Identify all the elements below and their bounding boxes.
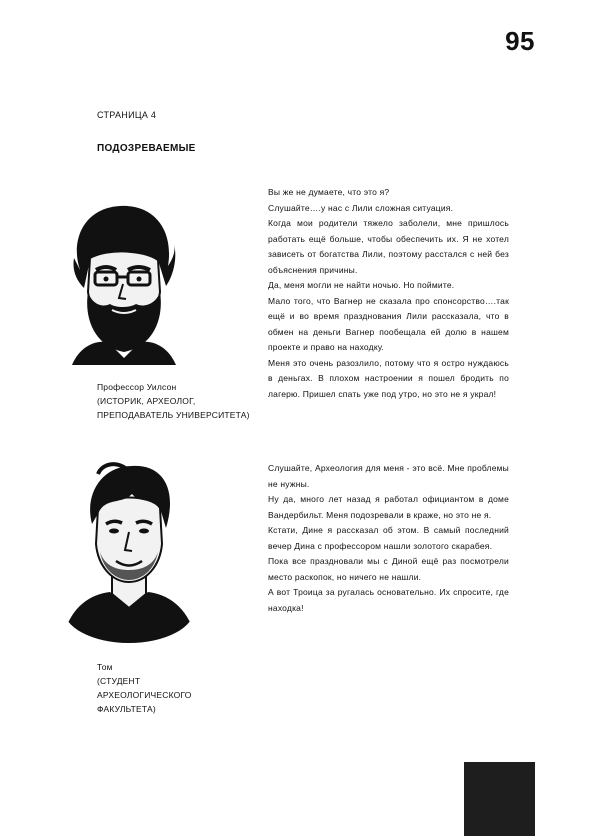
suspect-role: (ИСТОРИК, АРХЕОЛОГ, [97, 396, 196, 406]
suspect-role: АРХЕОЛОГИЧЕСКОГО [97, 690, 192, 700]
tom-statement [268, 461, 509, 616]
statement-paragraph: Слушайте….у нас с Лили сложная ситуация. [268, 202, 454, 213]
suspect-name: Том [97, 662, 113, 672]
statement-paragraph: Вы же не думаете, что это я? [268, 187, 390, 197]
statement-paragraph: Пока все праздновали мы с Диной ещё раз посмотрели место раскопок, но ничего не нашли. [268, 556, 509, 582]
professor-wilson-portrait [62, 200, 182, 365]
statement-paragraph: Да, меня могли не найти ночью. Но поймите. [268, 280, 455, 290]
suspect-role: ФАКУЛЬТЕТА) [97, 704, 156, 714]
suspect-role: (СТУДЕНТ [97, 676, 141, 686]
suspect-name: Профессор Уилсон [97, 382, 177, 392]
statement-paragraph: Мало того, что Вагнер не сказала про спонсорство….так ещё и во время празднования Лили рассказала, что в обмен на деньги Вагнер пообещала ей долю в нашем проекте и право на находку. [268, 295, 509, 352]
statement-paragraph: Ну да, много лет назад я работал официантом в доме Вандербильт. Меня подозревали в краже, но это не я. [268, 494, 509, 520]
page-label: СТРАНИЦА 4 [97, 110, 157, 120]
corner-decoration-block [464, 762, 535, 836]
statement-paragraph: Слушайте, Археология для меня - это всё. Мне проблемы не нужны. [268, 463, 509, 489]
tom-caption [97, 660, 192, 716]
professor-wilson-statement [268, 185, 509, 402]
professor-wilson-caption [97, 380, 250, 422]
page-number: 95 [505, 26, 535, 56]
section-title: ПОДОЗРЕВАЕМЫЕ [97, 143, 196, 154]
statement-paragraph: Когда мои родители тяжело заболели, мне пришлось работать ещё больше, чтобы обеспечить их. Я не хотел зависеть от богатства Лили, поэтому расстался с ней без объяснения причины. [268, 218, 509, 275]
statement-paragraph: Кстати, Дине я рассказал об этом. В самый последний вечер Дина с профессором нашли золотого скарабея. [268, 525, 509, 551]
tom-portrait [62, 458, 197, 643]
statement-paragraph: А вот Троица за ругалась основательно. Их спросите, где находка! [268, 587, 509, 613]
suspect-role: ПРЕПОДАВАТЕЛЬ УНИВЕРСИТЕТА) [97, 410, 250, 420]
statement-paragraph: Меня это очень разозлило, потому что я остро нуждаюсь в деньгах. В плохом настроении я пошел бродить по лагерю. Пришел спать уже под утро, но это не я украл! [268, 357, 509, 399]
